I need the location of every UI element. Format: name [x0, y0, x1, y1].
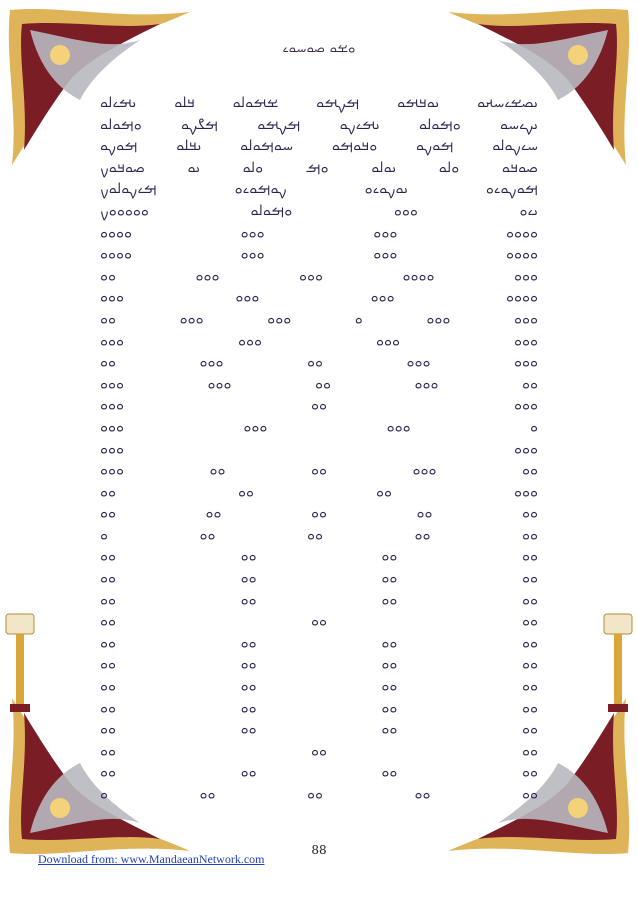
text-line: ࡀࡀࡀ ࡀࡀ ࡀࡀࡀ — [100, 395, 538, 414]
lamp-icon-left — [2, 612, 38, 722]
text-line: ࡀࡀ ࡀࡀ ࡀࡀ ࡀࡀ ࡀ — [100, 524, 538, 543]
text-line: ࡅࡉࡀ ࡀࡀࡀ ࡀࡌࡀࡋࡀ ࡀࡀࡀࡀࡀࡍ — [100, 200, 538, 219]
text-line: ࡀࡀ ࡀࡀ ࡀࡀ — [100, 740, 538, 759]
text-line: ࡀࡀࡀࡀ ࡀࡀࡀ ࡀࡀࡀ ࡀࡀࡀ — [100, 287, 538, 306]
text-line: ࡀࡀ ࡀࡀ ࡀࡀ ࡀࡀ — [100, 568, 538, 587]
text-line: ࡀࡀ ࡀࡀ ࡀࡀ ࡀࡀ — [100, 546, 538, 565]
mandaic-text-body — [100, 92, 538, 805]
text-line: ࡀࡀ ࡀࡀ ࡀࡀ — [100, 611, 538, 630]
text-line: ࡄࡉࡍࡀࡋࡀ ࡌࡀࡍࡀ ࡀࡃࡀࡌࡀ ࡄࡀࡌࡀࡋࡀ ࡅࡃࡋࡀ ࡌࡀࡍࡀ — [100, 136, 538, 155]
lamp-icon-right — [600, 612, 636, 722]
text-line: ࡀࡀ ࡀࡀ ࡀࡀ ࡀࡀ — [100, 654, 538, 673]
text-line: ࡀࡀ ࡀࡀࡀ ࡀࡀ ࡀࡀࡀ ࡀࡀࡀ — [100, 373, 538, 392]
text-line: ࡀࡀࡀ ࡀࡀࡀ ࡀࡀࡀ ࡀࡀࡀ — [100, 330, 538, 349]
text-line: ࡀࡀ ࡀࡀࡀ ࡀࡀ ࡀࡀ ࡀࡀࡀ — [100, 460, 538, 479]
text-line: ࡀࡀ ࡀࡀ ࡀࡀ ࡀࡀ — [100, 762, 538, 781]
text-line: ࡀࡀ ࡀࡀ ࡀࡀ ࡀࡀ — [100, 632, 538, 651]
text-line: ࡎࡀࡃࡀ ࡀࡋࡀ ࡅࡀࡋࡀ ࡀࡌ ࡀࡋࡀ ࡅࡀ ࡎࡀࡃࡀࡍ — [100, 157, 538, 176]
text-line: ࡀࡀࡀ ࡀࡀࡀ ࡀࡀ ࡀࡀࡀ ࡀࡀ — [100, 352, 538, 371]
text-line: ࡀࡀࡀ ࡀࡀ ࡀࡀ ࡀࡀ — [100, 481, 538, 500]
text-line: ࡀࡀ ࡀࡀ ࡀࡀ ࡀࡀ — [100, 676, 538, 695]
page-number: 88 — [311, 843, 327, 857]
text-line: ࡀࡀࡀࡀ ࡀࡀࡀ ࡀࡀࡀ ࡀࡀࡀࡀ — [100, 244, 538, 263]
text-line: ࡀࡀ ࡀࡀ ࡀࡀ ࡀࡀ — [100, 589, 538, 608]
text-line: ࡀࡀࡀࡀ ࡀࡀࡀ ࡀࡀࡀ ࡀࡀࡀࡀ — [100, 222, 538, 241]
text-line: ࡀࡀ ࡀࡀ ࡀࡀ ࡀࡀ — [100, 697, 538, 716]
text-line: ࡌࡀࡍࡀࡉࡀ ࡅࡀࡍࡀࡉࡀ ࡍࡀࡌࡀࡉࡀ ࡌࡉࡍࡀࡋࡀࡍ — [100, 179, 538, 198]
text-line: ࡀࡀࡀ ࡀࡀࡀ ࡀ ࡀࡀࡀ ࡀࡀࡀ ࡀࡀ — [100, 308, 538, 327]
text-line: ࡀࡀ ࡀࡀ ࡀࡀ ࡀࡀ ࡀࡀ — [100, 503, 538, 522]
text-line: ࡀࡀ ࡀࡀ ࡀࡀ ࡀࡀ ࡀ — [100, 784, 538, 802]
text-line: ࡀ ࡀࡀࡀ ࡀࡀࡀ ࡀࡀࡀ — [100, 416, 538, 435]
text-line: ࡀࡀ ࡀࡀ ࡀࡀ ࡀࡀ — [100, 719, 538, 738]
page-header: ࡀࡁࡀ ࡎࡀࡄࡀࡉ — [282, 40, 356, 56]
download-link[interactable]: Download from: www.MandaeanNetwork.com — [38, 852, 265, 866]
text-line: ࡅࡍࡉࡄࡀ ࡀࡌࡀࡋࡀ ࡅࡌࡉࡍࡀ ࡌࡍࡌࡀ ࡌࡂࡍࡀ ࡀࡌࡀࡋࡀ — [100, 114, 538, 133]
text-line: ࡅࡎࡁࡉࡄࡕࡀ ࡅࡀࡃࡌࡀ ࡌࡍࡌࡀ ࡁࡌࡀࡋࡀ ࡃࡋࡀ ࡅࡌࡉࡋࡀ — [100, 93, 538, 111]
text-line: ࡀࡀࡀ ࡀࡀࡀ — [100, 438, 538, 457]
text-line: ࡀࡀࡀ ࡀࡀࡀࡀ ࡀࡀࡀ ࡀࡀࡀ ࡀࡀ — [100, 265, 538, 284]
